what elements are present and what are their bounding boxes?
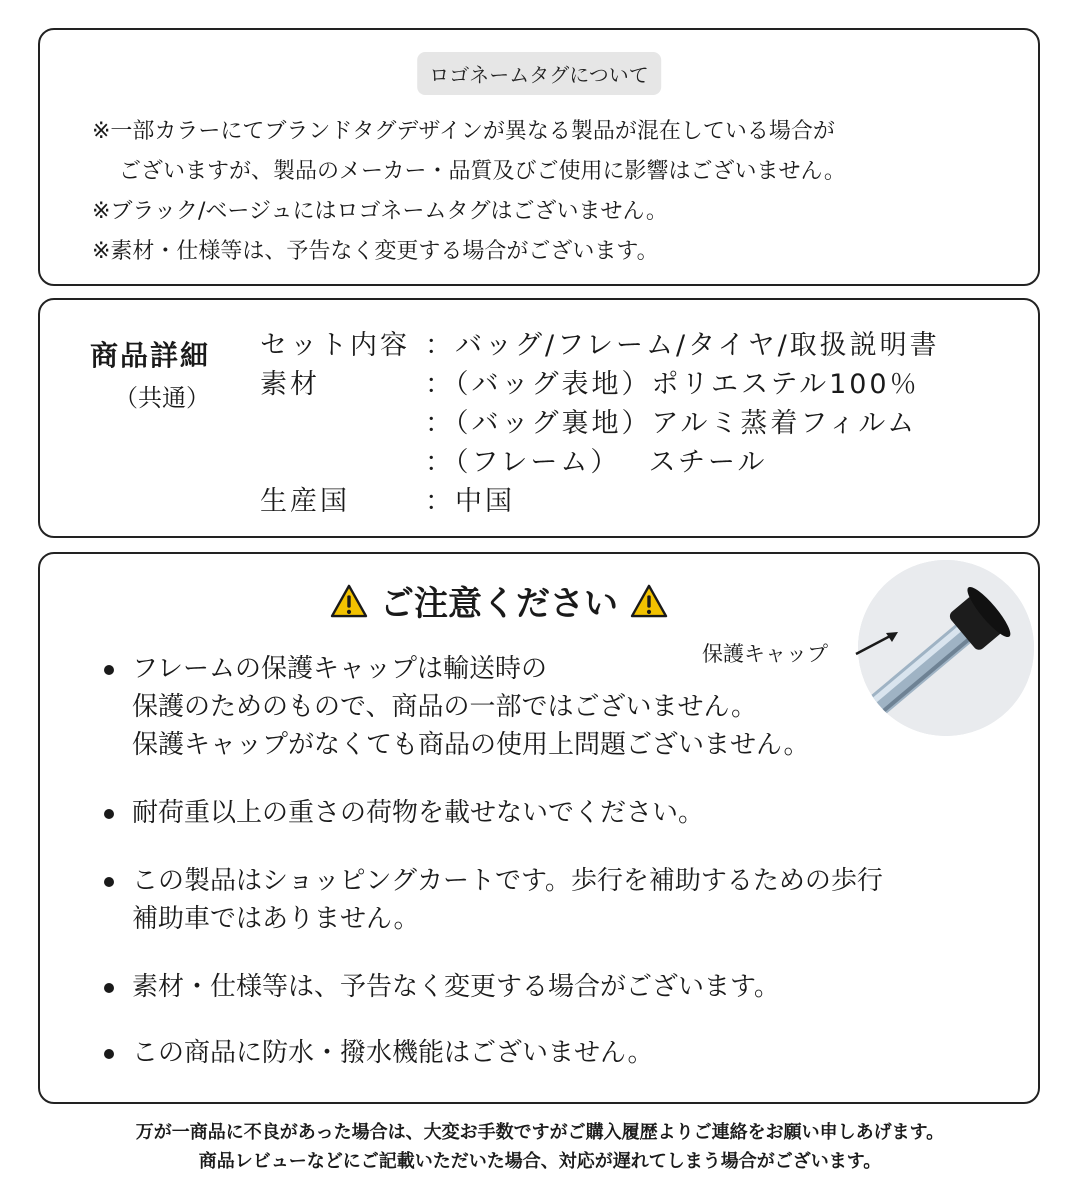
- spec-label: [260, 404, 425, 443]
- spec-row: [260, 443, 940, 482]
- arrow-icon: [852, 628, 902, 658]
- list-item-line: この製品はショッピングカートです。歩行を補助するための歩行: [132, 866, 883, 896]
- spec-row: [260, 404, 940, 443]
- spec-value: ：（フレーム） スチール: [425, 447, 768, 478]
- warning-icon: [630, 584, 668, 618]
- footer-notice: [0, 1118, 1080, 1176]
- detail-subtitle: （共通）: [114, 384, 210, 412]
- spec-row: [260, 326, 940, 365]
- detail-title: 商品詳細: [90, 339, 211, 372]
- spec-table: [260, 326, 940, 521]
- footer-line: 万が一商品に不良があった場合は、大変お手数ですがご購入履歴よりご連絡をお願い申しあげます。: [135, 1122, 945, 1143]
- list-item: [100, 1034, 654, 1072]
- list-item-line: 保護キャップがなくても商品の使用上問題ございません。: [132, 730, 810, 760]
- spec-value: ：バッグ/フレーム/タイヤ/取扱説明書: [425, 330, 940, 361]
- logo-tag-notice-box: [38, 28, 1040, 286]
- spec-value: ：中国: [425, 486, 515, 517]
- caution-box: [38, 552, 1040, 1104]
- footer-line: 商品レビューなどにご記載いただいた場合、対応が遅れてしまう場合がございます。: [198, 1151, 882, 1172]
- list-item: [100, 968, 780, 1006]
- warning-icon: [330, 584, 368, 618]
- list-item-line: 保護のためのもので、商品の一部ではございません。: [132, 692, 758, 722]
- list-item-line: フレームの保護キャップは輸送時の: [132, 654, 547, 684]
- spec-value: ：（バッグ表地）ポリエステル100％: [425, 369, 920, 400]
- list-item: [100, 650, 810, 764]
- spec-row: [260, 365, 940, 404]
- spec-label: 生産国: [260, 486, 350, 517]
- spec-value: ：（バッグ裏地）アルミ蒸着フィルム: [425, 408, 918, 439]
- list-item: [100, 862, 883, 938]
- product-detail-box: [38, 298, 1040, 538]
- note-line: ※素材・仕様等は、予告なく変更する場合がございます。: [92, 239, 659, 264]
- spec-label: [260, 443, 425, 482]
- list-item-line: この商品に防水・撥水機能はございません。: [132, 1038, 654, 1068]
- list-item-line: 補助車ではありません。: [132, 904, 420, 934]
- logo-tag-notes: [92, 112, 1018, 272]
- note-line: ございますが、製品のメーカー・品質及びご使用に影響はございません。: [119, 159, 846, 184]
- spec-label: 素材: [260, 369, 320, 400]
- caution-title: ご注意ください: [380, 584, 618, 624]
- protective-cap-label: 保護キャップ: [702, 642, 828, 666]
- note-line: ※ブラック/ベージュにはロゴネームタグはございません。: [92, 199, 668, 224]
- list-item-line: 耐荷重以上の重さの荷物を載せないでください。: [132, 798, 705, 828]
- note-line: ※一部カラーにてブランドタグデザインが異なる製品が混在している場合が: [92, 119, 835, 144]
- spec-row: [260, 482, 940, 521]
- list-item: [100, 794, 704, 832]
- spec-label: セット内容: [260, 330, 410, 361]
- logo-tag-heading: ロゴネームタグについて: [417, 52, 661, 95]
- list-item-line: 素材・仕様等は、予告なく変更する場合がございます。: [132, 972, 780, 1002]
